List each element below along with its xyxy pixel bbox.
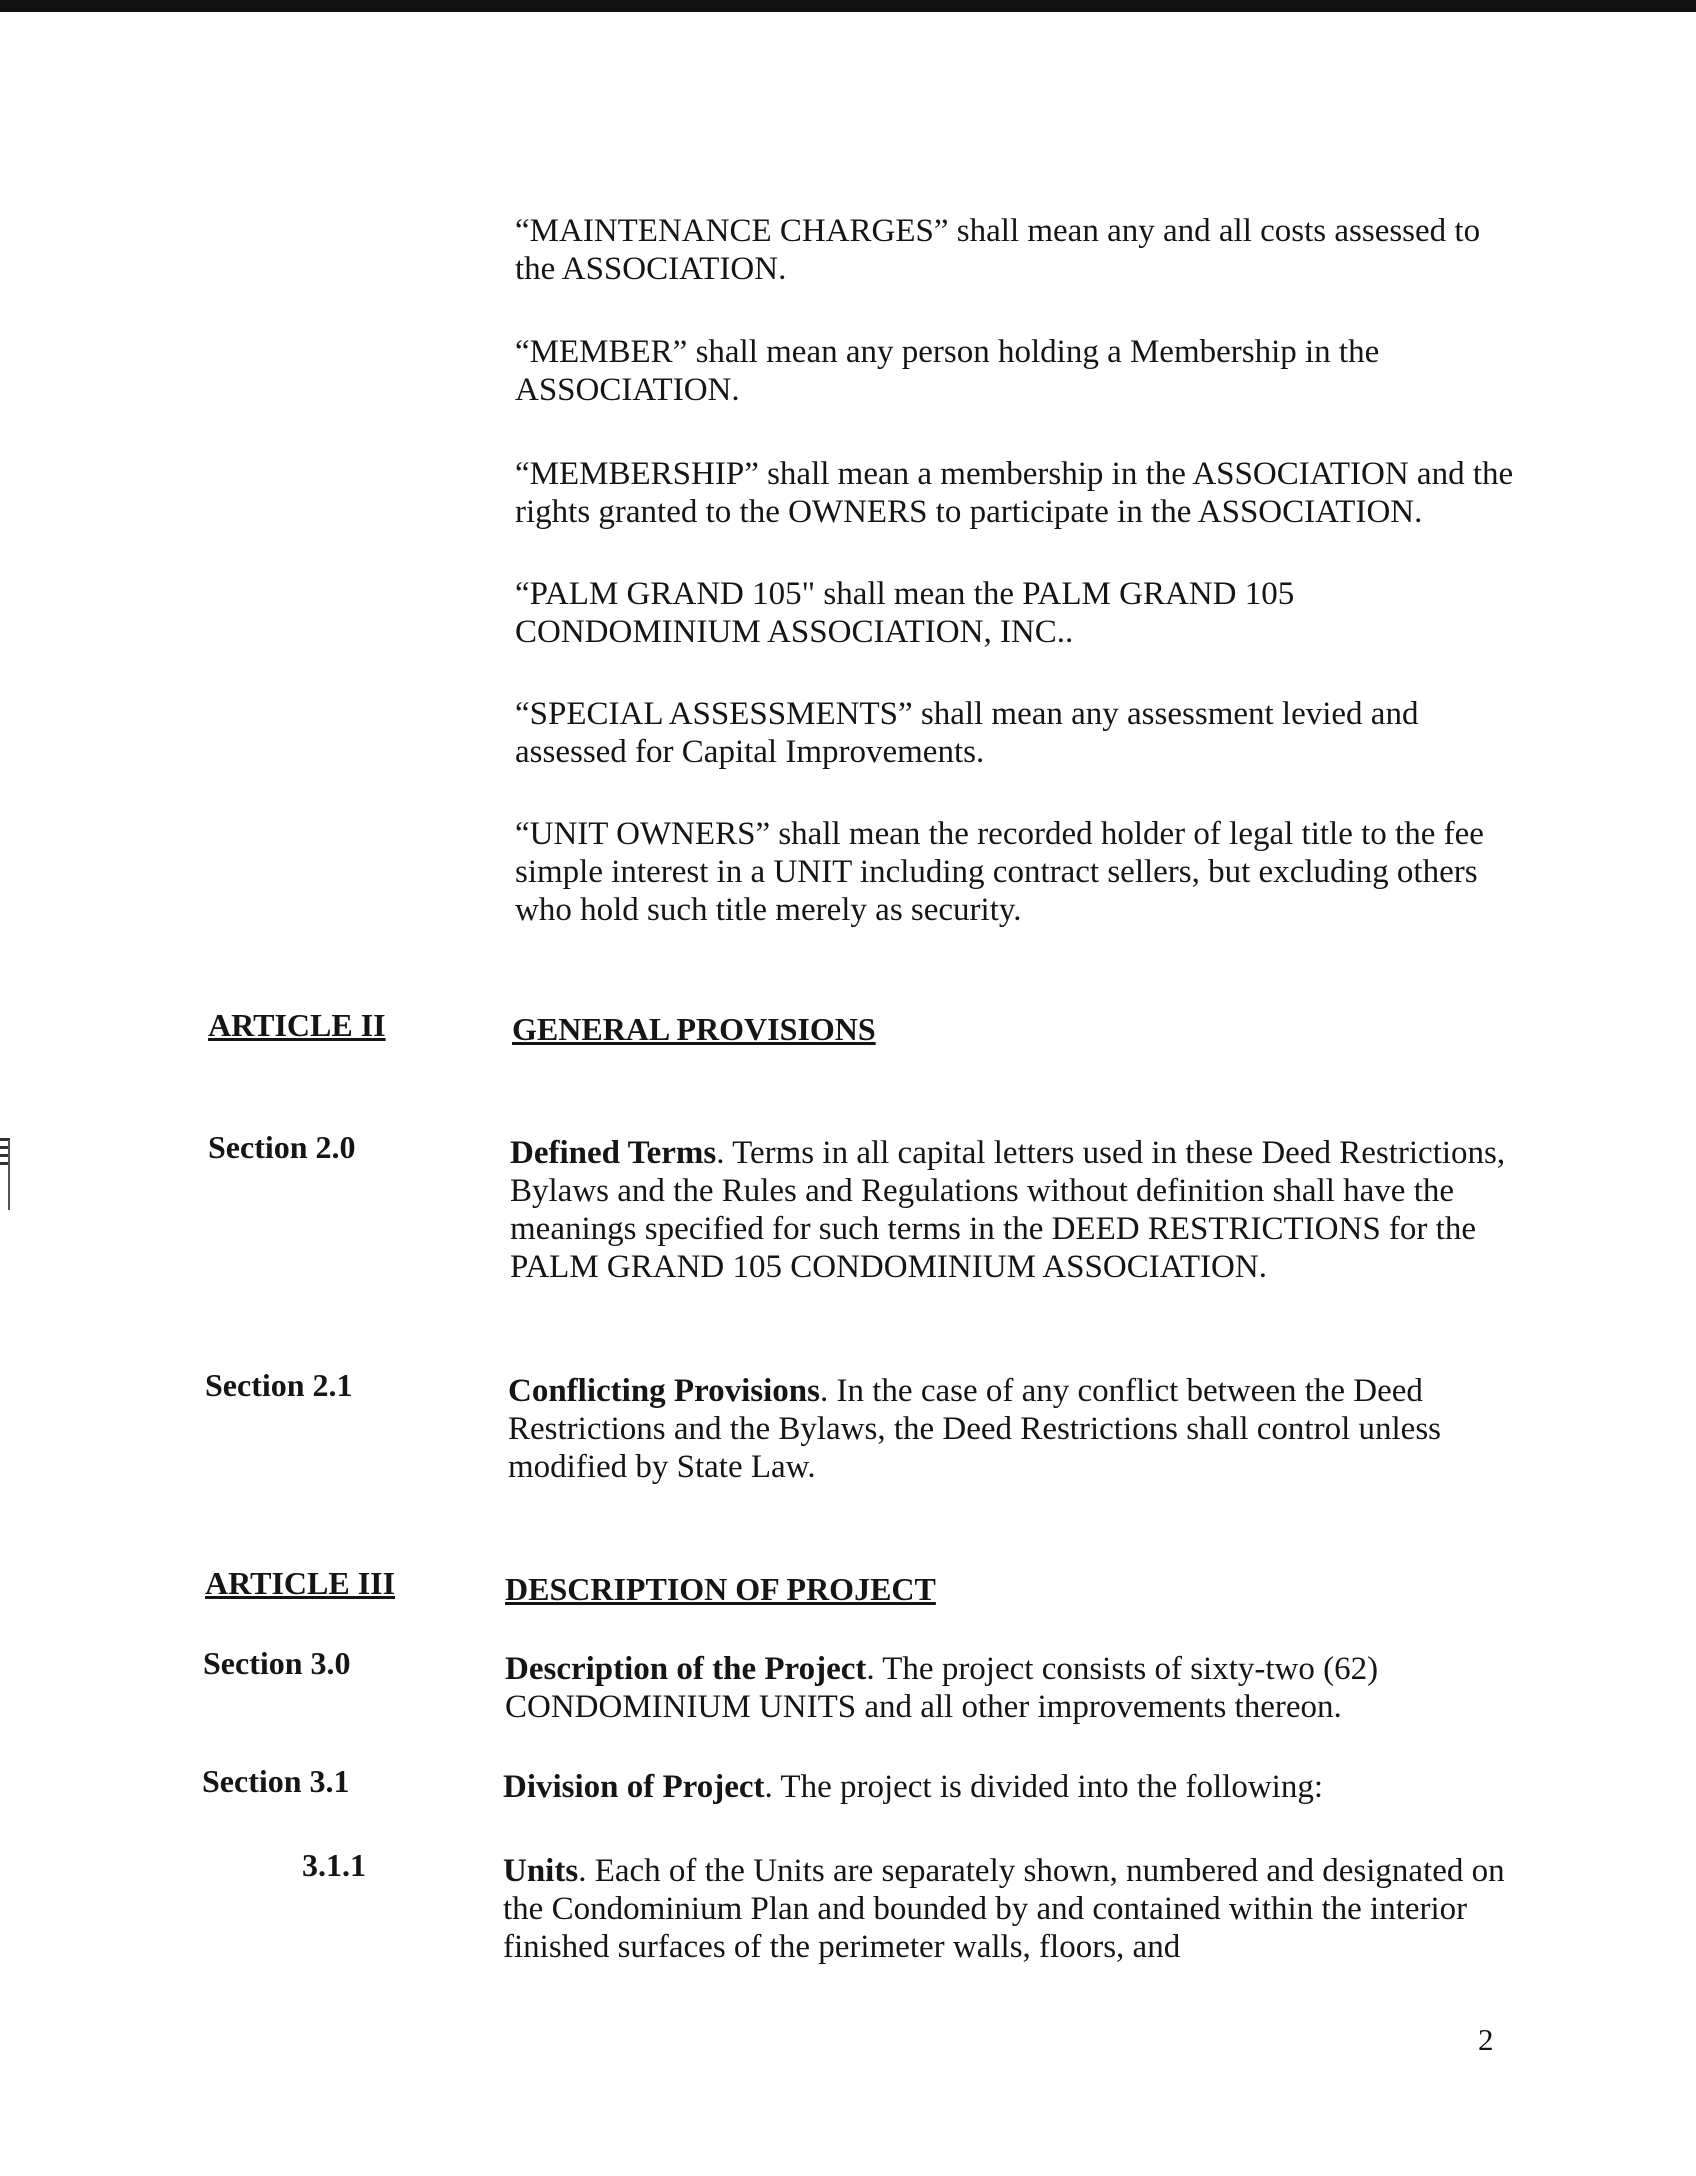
- page-number: 2: [1478, 2022, 1494, 2057]
- section-2-1-text: . In the case of any conflict between the Deed Restrictions and the Bylaws, the Deed Restrictions shall control unless modified by State Law.: [508, 1373, 1442, 1485]
- subsection-3-1-1-text: . Each of the Units are separately shown, numbered and designated on the Condominium Plan and bounded by and contained within the interior finished surfaces of the perimeter walls, floors, and: [503, 1853, 1505, 1965]
- section-2-0-number: Section 2.0: [208, 1129, 356, 1165]
- section-2-0-term: Defined Terms: [510, 1135, 717, 1171]
- definition-maintenance-charges: “MAINTENANCE CHARGES” shall mean any and all costs assessed to the ASSOCIATION.: [515, 213, 1481, 287]
- definition-unit-owners: “UNIT OWNERS” shall mean the recorded holder of legal title to the fee simple interest in a UNIT including contract sellers, but excluding others who hold such title merely as security.: [515, 816, 1484, 928]
- section-3-0-term: Description of the Project: [505, 1651, 867, 1687]
- section-2-0-body: [510, 1134, 1520, 1286]
- article-ii-title: GENERAL PROVISIONS: [512, 1011, 876, 1047]
- definition-palm-grand-105: “PALM GRAND 105" shall mean the PALM GRAND 105 CONDOMINIUM ASSOCIATION, INC..: [515, 576, 1295, 650]
- definition-membership: “MEMBERSHIP” shall mean a membership in the ASSOCIATION and the rights granted to the OWNERS to participate in the ASSOCIATION.: [515, 456, 1514, 530]
- section-3-1-text: . The project is divided into the following:: [764, 1769, 1323, 1805]
- definition-special-assessments: “SPECIAL ASSESSMENTS” shall mean any assessment levied and assessed for Capital Improvements.: [515, 696, 1419, 770]
- section-3-0-number: Section 3.0: [203, 1645, 351, 1681]
- scan-left-edge-line: [8, 1140, 10, 1210]
- section-3-0-text: . The project consists of sixty-two (62) CONDOMINIUM UNITS and all other improvements thereon.: [505, 1651, 1379, 1725]
- article-iii-label: ARTICLE III: [205, 1565, 396, 1601]
- scan-top-edge: [0, 0, 1696, 12]
- subsection-3-1-1-term: Units: [503, 1853, 579, 1889]
- definition-member: “MEMBER” shall mean any person holding a Membership in the ASSOCIATION.: [515, 334, 1380, 408]
- section-3-1-number: Section 3.1: [202, 1763, 350, 1799]
- article-iii-title: DESCRIPTION OF PROJECT: [505, 1571, 936, 1607]
- section-2-1-number: Section 2.1: [205, 1367, 353, 1403]
- subsection-3-1-1-body: [503, 1852, 1513, 1966]
- section-3-1-term: Division of Project: [503, 1769, 765, 1805]
- article-ii-label: ARTICLE II: [208, 1007, 386, 1043]
- section-3-0-body: [505, 1650, 1515, 1726]
- subsection-3-1-1-number: 3.1.1: [302, 1847, 366, 1883]
- section-2-0-text: . Terms in all capital letters used in these Deed Restrictions, Bylaws and the Rules and Regulations without definition shall have the meanings specified for such terms in the DEED RESTRICTIONS for the PALM GRAND 105 CONDOMINIUM ASSOCIATION.: [510, 1135, 1506, 1285]
- section-2-1-body: [508, 1372, 1518, 1486]
- section-3-1-body: [503, 1768, 1513, 1806]
- section-2-1-term: Conflicting Provisions: [508, 1373, 821, 1409]
